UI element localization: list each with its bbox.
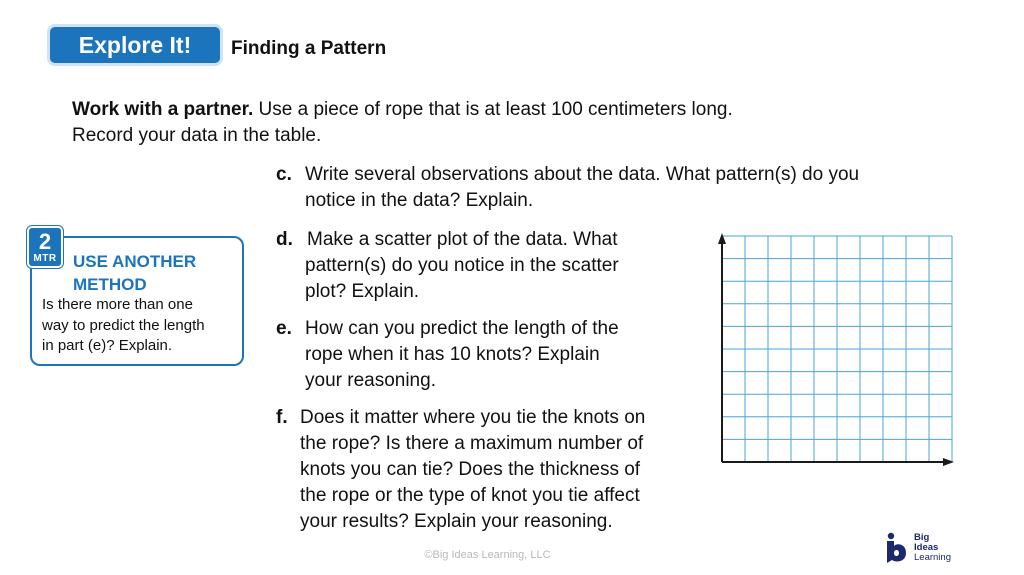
callout-title-line-1: USE ANOTHER: [73, 252, 197, 271]
question-e-letter: e.: [276, 318, 292, 339]
question-d-letter: d.: [276, 229, 293, 250]
question-f-line-5: your results? Explain your reasoning.: [300, 511, 613, 532]
blank-coordinate-grid: [712, 230, 960, 470]
question-c-line-2: notice in the data? Explain.: [305, 190, 534, 211]
explore-it-badge: [50, 27, 220, 63]
question-f-line-4: the rope or the type of knot you tie affect: [300, 485, 640, 506]
intro-bold-lead: Work with a partner.: [72, 99, 254, 120]
intro-line-2: Record your data in the table.: [72, 125, 322, 146]
callout-title: [73, 250, 233, 296]
callout-body-line-1: Is there more than one: [42, 296, 193, 313]
y-axis-arrow-icon: [718, 233, 726, 244]
callout-title-line-2: METHOD: [73, 275, 147, 294]
explore-it-label: Explore It!: [78, 31, 192, 58]
grid-lines: [722, 236, 952, 462]
intro-line-1: [72, 97, 872, 123]
section-title: Finding a Pattern: [231, 38, 387, 59]
question-c-letter: c.: [276, 164, 292, 185]
logo-wordmark: [914, 533, 951, 563]
logo-line-3: Learning: [914, 552, 951, 563]
question-c-line-1: Write several observations about the data. What pattern(s) do you: [305, 164, 860, 185]
question-d: [276, 227, 696, 305]
intro-line-1-rest: Use a piece of rope that is at least 100 centimeters long.: [253, 99, 733, 120]
callout-body: [42, 295, 238, 357]
mtr-icon-label: MTR: [33, 252, 57, 264]
question-d-line-1: Make a scatter plot of the data. What: [307, 229, 618, 250]
logo-line-2: Ideas: [914, 542, 939, 553]
mtr-2-icon: [27, 226, 63, 268]
big-ideas-logo-icon: [884, 532, 908, 564]
question-f-letter: f.: [276, 407, 288, 428]
intro-text: [72, 97, 872, 149]
question-f-line-1: Does it matter where you tie the knots on: [300, 407, 646, 428]
callout-body-line-2: way to predict the length: [42, 316, 205, 334]
copyright-footer: ©Big Ideas Learning, LLC: [424, 549, 551, 561]
question-e-line-2: rope when it has 10 knots? Explain: [305, 344, 600, 365]
callout-body-line-3: in part (e)? Explain.: [42, 337, 173, 354]
scatter-plot-grid: [712, 230, 960, 470]
question-c: [276, 162, 956, 214]
question-e-line-3: your reasoning.: [305, 370, 436, 391]
question-f-line-3: knots you can tie? Does the thickness of: [300, 459, 641, 480]
logo-line-1: Big: [914, 532, 930, 543]
question-f-line-2: the rope? Is there a maximum number of: [300, 433, 644, 454]
question-e: [276, 316, 696, 394]
question-d-line-2: pattern(s) do you notice in the scatter: [305, 255, 619, 276]
question-d-line-3: plot? Explain.: [305, 281, 420, 302]
question-f: [276, 405, 706, 535]
mtr-icon-number: 2: [38, 228, 52, 254]
big-ideas-learning-logo: [884, 532, 964, 566]
question-e-line-1: How can you predict the length of the: [305, 318, 619, 339]
